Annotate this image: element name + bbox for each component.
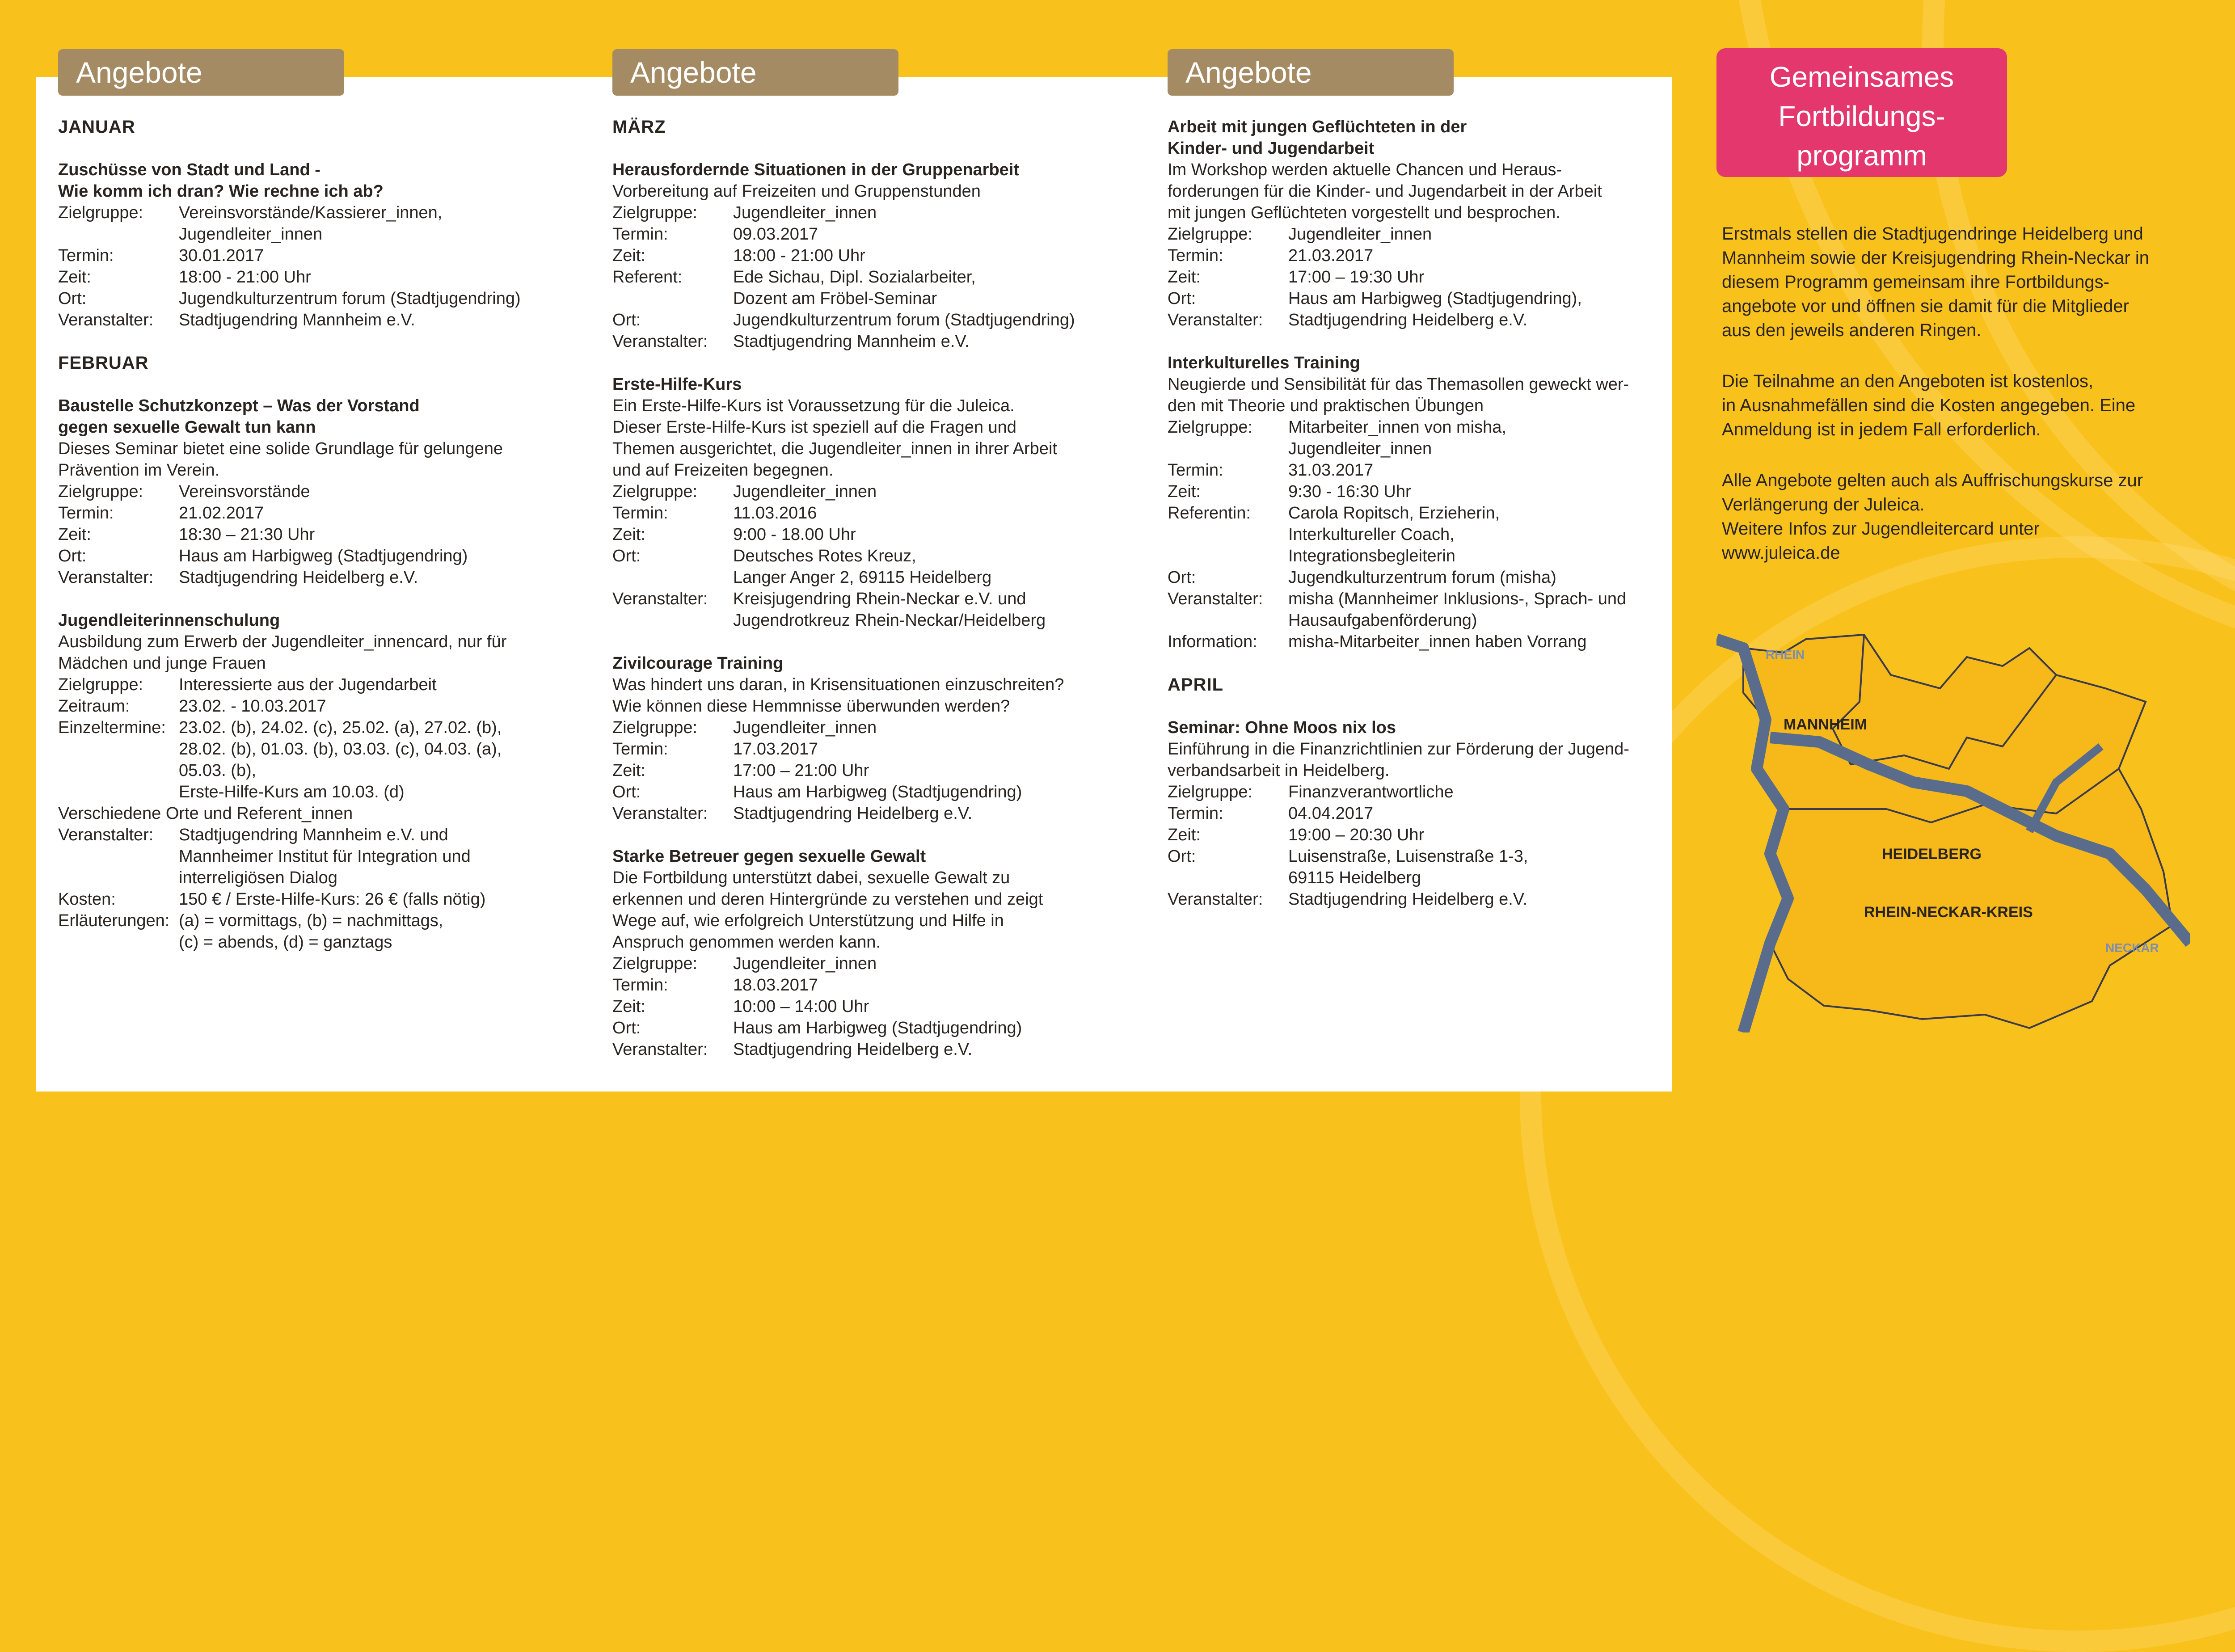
intro-text — [1722, 222, 2231, 592]
detail-value: 31.03.2017 — [1288, 461, 1374, 480]
detail-label: Ort: — [1168, 568, 1196, 587]
detail-value: Stadtjugendring Heidelberg e.V. — [733, 804, 973, 823]
event-description: Vorbereitung auf Freizeiten und Gruppenstunden — [612, 182, 981, 201]
detail-label: Einzeltermine: — [58, 718, 166, 737]
detail-row — [1168, 502, 1699, 567]
detail-label: Termin: — [1168, 246, 1223, 265]
detail-label: Termin: — [58, 504, 114, 523]
month-heading: JANUAR — [58, 117, 135, 137]
detail-label: Termin: — [612, 740, 668, 759]
detail-row — [58, 545, 590, 567]
event-title: Interkulturelles Training — [1168, 354, 1360, 372]
detail-row — [1168, 223, 1699, 245]
detail-row — [612, 481, 1144, 502]
detail-label: Veranstalter: — [58, 311, 154, 329]
detail-value: 18:00 - 21:00 Uhr — [179, 268, 311, 287]
detail-label: Veranstalter: — [1168, 890, 1263, 909]
detail-value: Stadtjugendring Mannheim e.V. — [179, 311, 415, 329]
detail-row — [1168, 417, 1699, 459]
event-description: Was hindert uns daran, in Krisensituationen einzuschreiten? Wie können diese Hemmnisse überwunden werden? — [612, 675, 1064, 716]
detail-value: 10:00 – 14:00 Uhr — [733, 997, 869, 1016]
detail-value: 18.03.2017 — [733, 976, 818, 995]
detail-value: Finanzverantwortliche — [1288, 783, 1454, 801]
detail-row — [612, 738, 1144, 760]
detail-value: 17.03.2017 — [733, 740, 818, 759]
detail-value: misha (Mannheimer Inklusions-, Sprach- und Hausaufgabenförderung) — [1288, 590, 1627, 630]
detail-row — [1168, 459, 1699, 481]
event-block — [612, 653, 1144, 824]
detail-label: Zielgruppe: — [612, 203, 698, 222]
event-block — [1168, 116, 1699, 331]
map-label-mannheim: MANNHEIM — [1784, 716, 1867, 733]
detail-value: Stadtjugendring Heidelberg e.V. — [733, 1040, 973, 1059]
detail-value: Jugendkulturzentrum forum (Stadtjugendring) — [179, 289, 521, 308]
region-map — [1716, 621, 2190, 1032]
event-title: Zuschüsse von Stadt und Land - Wie komm ich dran? Wie rechne ich ab? — [58, 160, 384, 201]
detail-row — [612, 245, 1144, 266]
event-block — [612, 374, 1144, 631]
detail-value: Carola Ropitsch, Erzieherin, Interkultureller Coach, Integrationsbegleiterin — [1288, 504, 1500, 565]
detail-label: Zielgruppe: — [612, 482, 698, 501]
detail-label: Veranstalter: — [612, 590, 708, 608]
detail-row — [612, 996, 1144, 1017]
detail-value: Stadtjugendring Heidelberg e.V. — [1288, 890, 1528, 909]
detail-row — [612, 545, 1144, 588]
event-description: Die Fortbildung unterstützt dabei, sexuelle Gewalt zu erkennen und deren Hintergründe zu verstehen und zeigt Wege auf, wie erfolgreich Unterstützung und Hilfe in Anspruch genommen werden kann. — [612, 868, 1043, 952]
detail-value: Kreisjugendring Rhein-Neckar e.V. und Jugendrotkreuz Rhein-Neckar/Heidelberg — [733, 590, 1046, 630]
detail-row — [612, 1017, 1144, 1039]
event-title: Herausfordernde Situationen in der Gruppenarbeit — [612, 160, 1020, 179]
detail-value: Ede Sichau, Dipl. Sozialarbeiter, Dozent am Fröbel-Seminar — [733, 268, 976, 308]
detail-row — [1168, 889, 1699, 910]
detail-value: Stadtjugendring Heidelberg e.V. — [1288, 311, 1528, 329]
detail-row — [1168, 309, 1699, 331]
intro-paragraph: Die Teilnahme an den Angeboten ist kostenlos, in Ausnahmefällen sind die Kosten angegeben. Eine Anmeldung ist in jedem Fall erforderlich. — [1722, 371, 2136, 439]
detail-label: Ort: — [612, 311, 641, 329]
detail-label: Zeit: — [1168, 268, 1201, 287]
detail-value: Jugendkulturzentrum forum (Stadtjugendring) — [733, 311, 1075, 329]
detail-label: Ort: — [612, 1019, 641, 1037]
detail-row — [612, 331, 1144, 352]
detail-value: Vereinsvorstände — [179, 482, 310, 501]
detail-value: 19:00 – 20:30 Uhr — [1288, 826, 1425, 844]
detail-row — [612, 202, 1144, 223]
detail-label: Ort: — [58, 547, 87, 565]
detail-value: Jugendleiter_innen — [733, 954, 877, 973]
detail-value: 17:00 – 19:30 Uhr — [1288, 268, 1425, 287]
detail-value: Haus am Harbigweg (Stadtjugendring) — [733, 1019, 1022, 1037]
detail-label: Termin: — [612, 225, 668, 244]
program-title-box — [1716, 48, 2007, 177]
detail-value: Mitarbeiter_innen von misha, Jugendleiter_innen — [1288, 418, 1506, 458]
detail-label: Veranstalter: — [58, 826, 154, 844]
event-block — [612, 846, 1144, 1060]
detail-label: Zielgruppe: — [612, 954, 698, 973]
map-label-heidelberg: HEIDELBERG — [1882, 846, 1982, 863]
detail-value: 21.02.2017 — [179, 504, 264, 523]
detail-label: Veranstalter: — [612, 804, 708, 823]
event-description: Ausbildung zum Erwerb der Jugendleiter_innencard, nur für Mädchen und junge Frauen — [58, 632, 507, 673]
detail-row — [58, 824, 590, 889]
detail-label: Zielgruppe: — [58, 203, 143, 222]
event-title: Seminar: Ohne Moos nix los — [1168, 718, 1396, 737]
detail-label: Ort: — [1168, 847, 1196, 866]
detail-row — [1168, 803, 1699, 824]
month-heading: MÄRZ — [612, 117, 666, 137]
detail-label: Ort: — [58, 289, 87, 308]
detail-value: 9:30 - 16:30 Uhr — [1288, 482, 1411, 501]
detail-label: Veranstalter: — [612, 332, 708, 351]
detail-row — [58, 481, 590, 502]
detail-value: 9:00 - 18.00 Uhr — [733, 525, 856, 544]
event-block — [1168, 352, 1699, 653]
event-block — [58, 159, 590, 331]
detail-label: Termin: — [612, 504, 668, 523]
event-block — [612, 159, 1144, 352]
detail-label: Ort: — [612, 547, 641, 565]
detail-row — [1168, 567, 1699, 588]
detail-label: Kosten: — [58, 890, 116, 909]
detail-row — [612, 524, 1144, 545]
detail-value: Deutsches Rotes Kreuz, Langer Anger 2, 69115 Heidelberg — [733, 547, 992, 587]
detail-row — [612, 223, 1144, 245]
event-description: Ein Erste-Hilfe-Kurs ist Voraussetzung für die Juleica. Dieser Erste-Hilfe-Kurs ist speziell auf die Fragen und Themen ausgerichtet, die Jugendleiter_innen in ihrer Arbeit und auf Freizeiten begegnen. — [612, 396, 1057, 480]
detail-row — [612, 717, 1144, 738]
detail-row — [612, 502, 1144, 524]
detail-label: Zeit: — [58, 268, 91, 287]
detail-label: Termin: — [1168, 804, 1223, 823]
detail-label: Zeitraum: — [58, 697, 130, 716]
detail-label: Zeit: — [1168, 482, 1201, 501]
detail-row — [1168, 781, 1699, 803]
detail-row — [1168, 588, 1699, 631]
detail-row — [612, 974, 1144, 996]
detail-row — [1168, 846, 1699, 889]
map-label-kreis: RHEIN-NECKAR-KREIS — [1864, 904, 2033, 921]
event-title: Erste-Hilfe-Kurs — [612, 375, 742, 394]
detail-row — [58, 910, 590, 953]
map-region-area — [1743, 635, 2172, 1028]
detail-label: Referent: — [612, 268, 683, 287]
detail-label: Veranstalter: — [1168, 311, 1263, 329]
detail-row — [58, 717, 590, 803]
detail-row — [58, 202, 590, 245]
detail-row — [612, 781, 1144, 803]
detail-value: 150 € / Erste-Hilfe-Kurs: 26 € (falls nötig) — [179, 890, 486, 909]
detail-row — [612, 803, 1144, 824]
detail-value: Haus am Harbigweg (Stadtjugendring), — [1288, 289, 1582, 308]
detail-row — [1168, 481, 1699, 502]
detail-row — [1168, 288, 1699, 309]
detail-label: Zeit: — [612, 525, 645, 544]
detail-value: 23.02. - 10.03.2017 — [179, 697, 326, 716]
detail-value: 23.02. (b), 24.02. (c), 25.02. (a), 27.02. (b), 28.02. (b), 01.03. (b), 03.03. (c), 04.03. (a), 05.03. (b), Erste-Hilfe-Kurs am 10.03. (d) — [179, 718, 502, 801]
event-title: Jugendleiterinnenschulung — [58, 611, 280, 630]
tab-angebote: Angebote — [1168, 49, 1454, 96]
detail-label: Zielgruppe: — [58, 482, 143, 501]
tab-angebote: Angebote — [612, 49, 898, 96]
event-description: Einführung in die Finanzrichtlinien zur Förderung der Jugend- verbandsarbeit in Heidelberg. — [1168, 740, 1629, 780]
detail-label: Zeit: — [612, 997, 645, 1016]
event-description: Im Workshop werden aktuelle Chancen und Heraus- forderungen für die Kinder- und Jugendarbeit in der Arbeit mit jungen Geflüchteten vorgestellt und besprochen. — [1168, 160, 1602, 222]
detail-value: 21.03.2017 — [1288, 246, 1374, 265]
detail-label: Termin: — [58, 246, 114, 265]
detail-row — [58, 309, 590, 331]
detail-label: Termin: — [612, 976, 668, 995]
program-title: Gemeinsames Fortbildungs- programm — [1769, 61, 1954, 172]
detail-value: Interessierte aus der Jugendarbeit — [179, 675, 437, 694]
detail-label: Termin: — [1168, 461, 1223, 480]
event-title: Baustelle Schutzkonzept – Was der Vorstand gegen sexuelle Gewalt tun kann — [58, 396, 420, 437]
detail-label: Zielgruppe: — [1168, 225, 1253, 244]
detail-value: 11.03.2016 — [733, 504, 817, 523]
detail-value: 09.03.2017 — [733, 225, 818, 244]
detail-value: Jugendkulturzentrum forum (misha) — [1288, 568, 1556, 587]
event-description: Neugierde und Sensibilität für das Themasollen geweckt wer- den mit Theorie und praktischen Übungen — [1168, 375, 1629, 415]
map-label-rhein: RHEIN — [1766, 648, 1805, 662]
detail-row — [612, 953, 1144, 974]
detail-value: 18:30 – 21:30 Uhr — [179, 525, 315, 544]
detail-label: Zeit: — [1168, 826, 1201, 844]
detail-value: Jugendleiter_innen — [1288, 225, 1432, 244]
event-block — [1168, 717, 1699, 910]
event-note: Verschiedene Orte und Referent_innen — [58, 804, 353, 823]
detail-value: 17:00 – 21:00 Uhr — [733, 761, 869, 780]
detail-row — [612, 266, 1144, 309]
detail-row — [1168, 266, 1699, 288]
detail-row — [1168, 631, 1699, 653]
detail-row — [58, 889, 590, 910]
detail-label: Ort: — [1168, 289, 1196, 308]
detail-label: Veranstalter: — [58, 568, 154, 587]
detail-value: Haus am Harbigweg (Stadtjugendring) — [179, 547, 468, 565]
detail-label: Referentin: — [1168, 504, 1251, 523]
detail-value: Jugendleiter_innen — [733, 482, 877, 501]
detail-row — [1168, 824, 1699, 846]
event-title: Starke Betreuer gegen sexuelle Gewalt — [612, 847, 926, 866]
detail-row — [58, 266, 590, 288]
detail-value: 30.01.2017 — [179, 246, 264, 265]
detail-row — [1168, 245, 1699, 266]
event-description: Dieses Seminar bietet eine solide Grundlage für gelungene Prävention im Verein. — [58, 439, 503, 480]
detail-value: misha-Mitarbeiter_innen haben Vorrang — [1288, 632, 1587, 651]
detail-value: 18:00 - 21:00 Uhr — [733, 246, 865, 265]
detail-value: Jugendleiter_innen — [733, 718, 877, 737]
detail-label: Zeit: — [58, 525, 91, 544]
event-block — [58, 610, 590, 953]
detail-label: Zielgruppe: — [612, 718, 698, 737]
detail-label: Veranstalter: — [612, 1040, 708, 1059]
detail-label: Zielgruppe: — [1168, 783, 1253, 801]
detail-label: Zeit: — [612, 761, 645, 780]
detail-row — [58, 524, 590, 545]
detail-row — [58, 674, 590, 695]
event-title: Arbeit mit jungen Geflüchteten in der Kinder- und Jugendarbeit — [1168, 118, 1467, 158]
month-heading: FEBRUAR — [58, 353, 149, 373]
event-block — [58, 395, 590, 588]
detail-row — [58, 567, 590, 588]
event-title: Zivilcourage Training — [612, 654, 784, 673]
detail-label: Zielgruppe: — [1168, 418, 1253, 437]
intro-paragraph: Alle Angebote gelten auch als Auffrischungskurse zur Verlängerung der Juleica. Weitere Infos zur Jugendleitercard unter www.juleica.de — [1722, 471, 2143, 563]
detail-row — [612, 760, 1144, 781]
detail-row — [58, 502, 590, 524]
intro-paragraph: Erstmals stellen die Stadtjugendringe Heidelberg und Mannheim sowie der Kreisjugendring Rhein-Neckar in diesem Programm gemeinsam ihre Fortbildungs- angebote vor und öffnen sie damit für die Mitglieder aus den jeweils anderen Ringen. — [1722, 224, 2150, 340]
detail-label: Zeit: — [612, 246, 645, 265]
detail-row — [58, 245, 590, 266]
detail-row — [612, 1039, 1144, 1060]
detail-row — [58, 288, 590, 309]
detail-value: Haus am Harbigweg (Stadtjugendring) — [733, 783, 1022, 801]
month-heading: APRIL — [1168, 675, 1223, 695]
map-label-neckar: NECKAR — [2105, 941, 2159, 955]
detail-label: Zielgruppe: — [58, 675, 143, 694]
detail-label: Erläuterungen: — [58, 911, 170, 930]
detail-row — [612, 309, 1144, 331]
detail-label: Ort: — [612, 783, 641, 801]
tab-angebote: Angebote — [58, 49, 344, 96]
detail-row — [58, 695, 590, 717]
detail-label: Veranstalter: — [1168, 590, 1263, 608]
detail-value: Jugendleiter_innen — [733, 203, 877, 222]
detail-value: Stadtjugendring Heidelberg e.V. — [179, 568, 418, 587]
detail-value: Luisenstraße, Luisenstraße 1-3, 69115 Heidelberg — [1288, 847, 1528, 887]
detail-value: (a) = vormittags, (b) = nachmittags, (c) = abends, (d) = ganztags — [179, 911, 443, 952]
detail-value: 04.04.2017 — [1288, 804, 1374, 823]
detail-value: Stadtjugendring Mannheim e.V. — [733, 332, 970, 351]
detail-row — [612, 588, 1144, 631]
detail-label: Information: — [1168, 632, 1257, 651]
detail-value: Stadtjugendring Mannheim e.V. und Mannheimer Institut für Integration und interreligiösen Dialog — [179, 826, 471, 887]
detail-value: Vereinsvorstände/Kassierer_innen, Jugendleiter_innen — [179, 203, 443, 244]
